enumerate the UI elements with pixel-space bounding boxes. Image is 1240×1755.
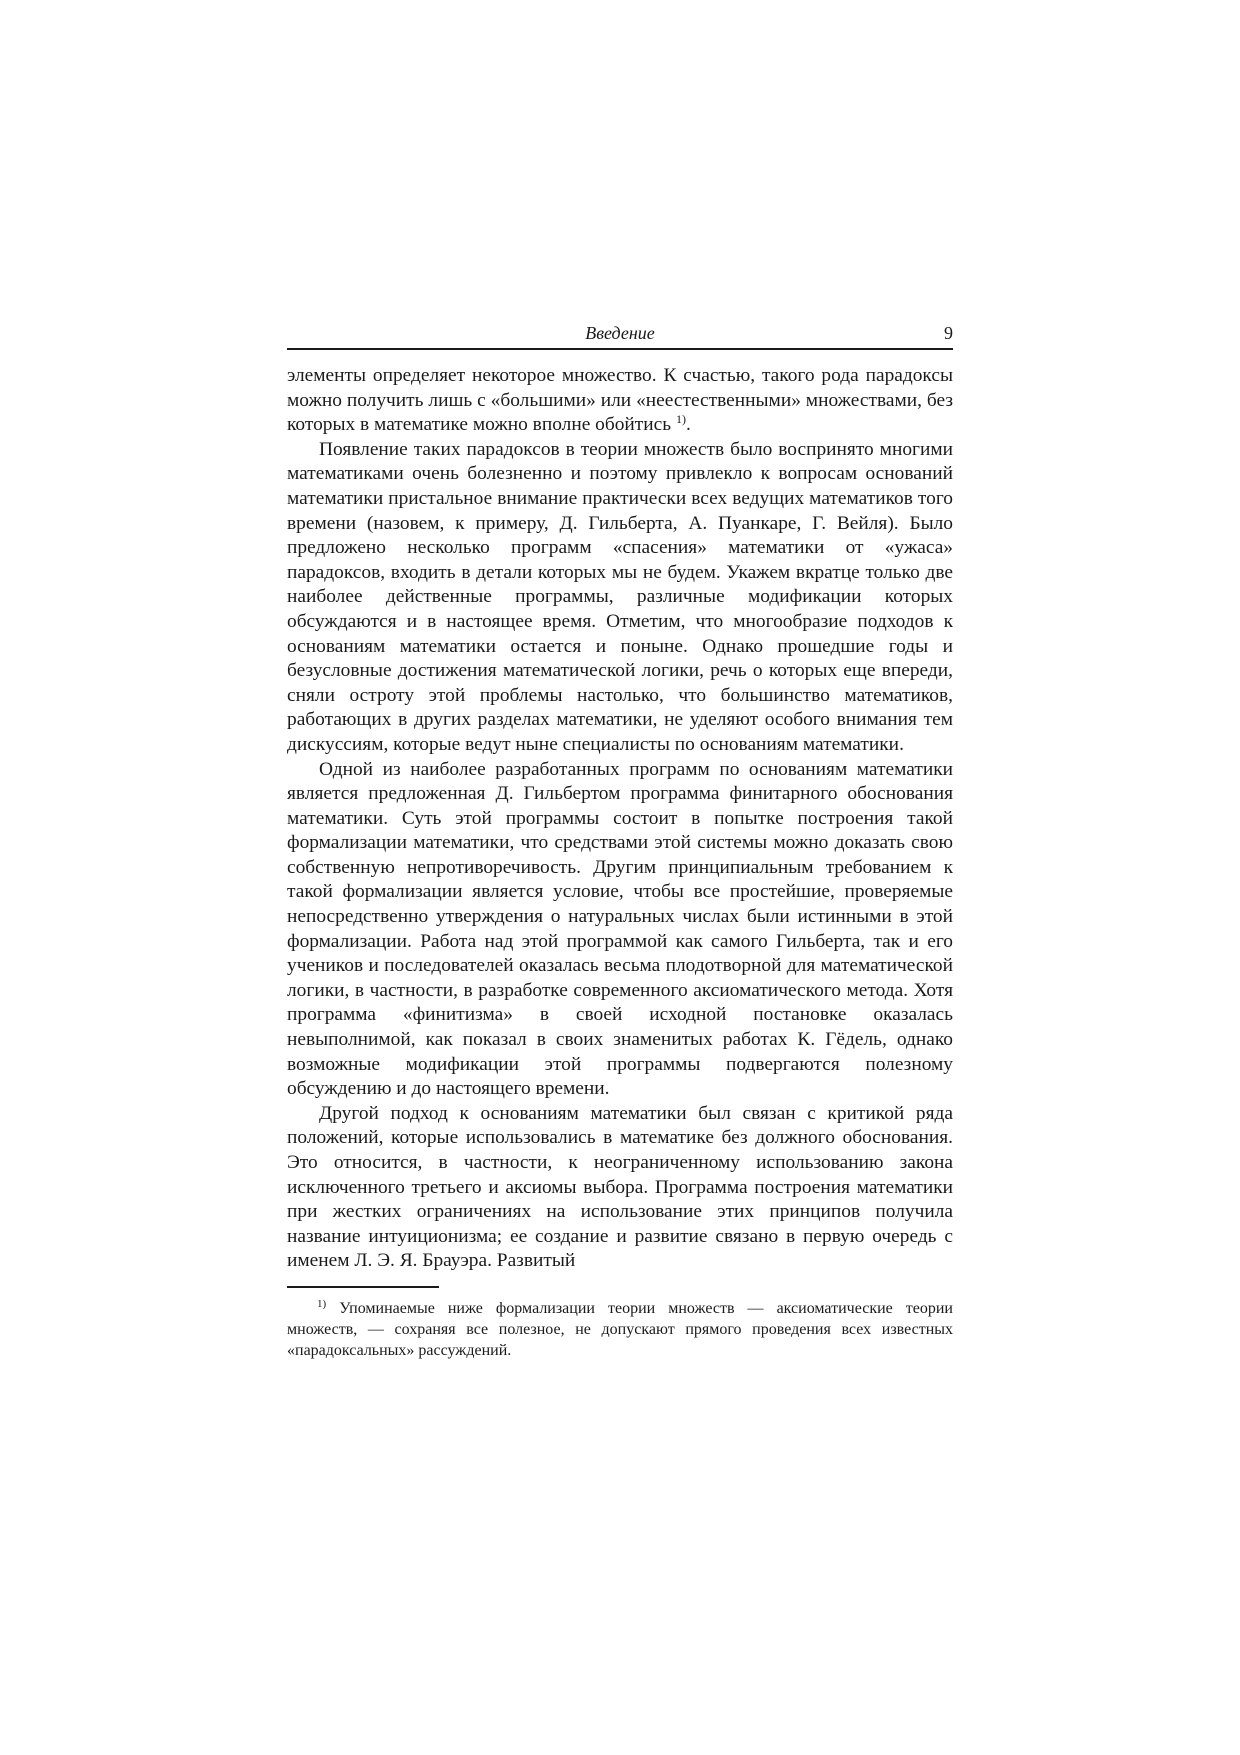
footnote-reference: 1) (675, 412, 686, 427)
footnote-divider (287, 1286, 439, 1288)
paragraph-4: Другой подход к основаниям математики был связан с критикой ряда положений, которые использовались в математике без должного обоснования. Это относится, в частности, к неограниченному использованию закона исключенного третьего и аксиомы выбора. Программа построения математики при жестких ограничениях на использование этих принципов получила название интуиционизма; ее создание и развитие связано в первую очередь с именем Л. Э. Я. Брауэра. Развитый (287, 1102, 953, 1272)
book-page (287, 322, 953, 1361)
body-text (287, 364, 953, 1274)
running-title: Введение (585, 323, 655, 343)
paragraph-1 (287, 364, 953, 438)
paragraph-2: Появление таких парадоксов в теории множеств было воспринято многими математиками очень болезненно и поэтому привлекло к вопросам оснований математики пристальное внимание практически всех ведущих математиков того времени (назовем, к примеру, Д. Гильберта, А. Пуанкаре, Г. Вейля). Было предложено несколько программ «спасения» математики от «ужаса» парадоксов, входить в детали которых мы не будем. Укажем вкратце только две наиболее действенные программы, различные модификации которых обсуждаются и в настоящее время. Отметим, что многообразие подходов к основаниям математики остается и поныне. Однако прошедшие годы и безусловные достижения математической логики, речь о которых еще впереди, сняли остроту этой проблемы настолько, что большинство математиков, работающих в других разделах математики, не уделяют особого внимания тем дискуссиям, которые ведут ныне специалисты по основаниям математики. (287, 438, 953, 755)
footnote-text: Упоминаемые ниже формализации теории множеств — аксиоматические теории множеств, — сохраняя все полезное, не допускают прямого проведения всех известных «парадоксальных» рассуждений. (287, 1299, 953, 1359)
paragraph-3: Одной из наиболее разработанных программ по основаниям математики является предложенная Д. Гильбертом программа финитарного обоснования математики. Суть этой программы состоит в попытке построения такой формализации математики, что средствами этой системы можно доказать свою собственную непротиворечивость. Другим принципиальным требованием к такой формализации является условие, чтобы все простейшие, проверяемые непосредственно утверждения о натуральных числах были истинными в этой формализации. Работа над этой программой как самого Гильберта, так и его учеников и последователей оказалась весьма плодотворной для математической логики, в частности, в разработке современного аксиоматического метода. Хотя программа «финитизма» в своей исходной постановке оказалась невыполнимой, как показал в своих знаменитых работах К. Гёдель, однако возможные модификации этой программы подвергаются полезному обсуждению и до настоящего времени. (287, 758, 953, 1100)
paragraph-1-tail: . (685, 414, 691, 436)
page-number: 9 (944, 323, 953, 343)
running-head (287, 322, 953, 350)
paragraph-1-text: элементы определяет некоторое множество. К счастью, такого рода парадоксы можно получить лишь с «большими» или «неестественными» множествами, без которых в математике можно вполне обойтись (287, 365, 953, 436)
footnote-mark: 1) (317, 1297, 327, 1310)
footnote (287, 1298, 953, 1361)
